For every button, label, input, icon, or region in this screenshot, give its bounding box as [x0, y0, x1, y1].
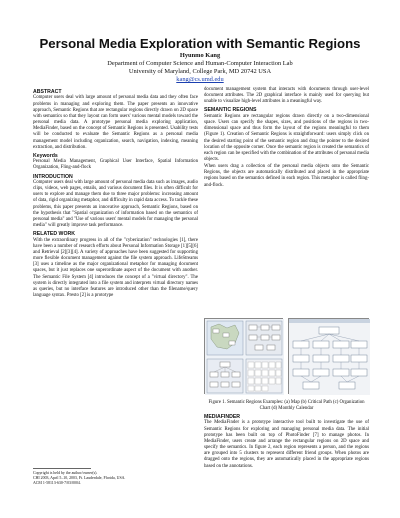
- left-column: [33, 87, 198, 299]
- copyright-line-2: CHI 2003, April 5–10, 2003, Ft. Lauderdale, Florida, USA.: [33, 476, 126, 481]
- semantic-regions-map-image: [205, 319, 284, 395]
- related-work-continued: document management system that interacts with documents through user-level document attributes. The 2D graphical interface is mainly used for querying but unable to visualize high-level attributes in a meaningful way.: [204, 87, 369, 105]
- copyright-line-3: ACM 1-58113-630-7/03/0004.: [33, 481, 81, 486]
- related-work-heading: RELATED WORK: [33, 231, 75, 238]
- paper-title: Personal Media Exploration with Semantic Regions: [39, 36, 361, 51]
- right-column-lower: [204, 414, 369, 470]
- semantic-regions-chart-image: [289, 319, 370, 395]
- author-email-row: [0, 76, 400, 84]
- abstract-text: Computer users deal with large amount of personal media data and they often face problems in managing and exploring them. The paper presents an innovative approach, Semantic Regions that are rectangular regions directly drawn on 2D space with semantics so that they layout can form users' various mental models toward the personal media data. A prototype personal media exploring application, MediaFinder, based on the concept of Semantic Regions is presented. Usability tests will be conducted to evaluate the Semantic Regions as a personal media management model including organization, search, navigation, indexing, meaning extraction, and distribution.: [33, 95, 198, 150]
- introduction-text: Computer users deal with large amount of personal media data such as images, audio clips, videos, web pages, emails, and various document files. It is often difficult for users to explore and manage them due to three major problems: increasing amount of data, rigid organizing metaphor, and difficulty in rapid data access. To tackle these problems, this paper presents an innovative approach, Semantic Regions, based on the hypothesis that "Spatial organization of information based on the semantics of personal media" and "Use of various users' mental models for managing the personal media" will greatly improve task performance.: [33, 179, 198, 229]
- keywords-heading: Keywords: [33, 152, 58, 159]
- affiliation-line-1: Department of Computer Science and Human-Computer Interaction Lab: [107, 60, 293, 67]
- figure-1-caption: Figure 1. Semantic Regions Examples: (a) Map (b) Critical Path (c) Organization Chart (d) Monthly Calendar: [208, 400, 365, 411]
- copyright-divider: [33, 468, 91, 469]
- author-name: Hyunmo Kang: [179, 52, 221, 59]
- mediafinder-text: The MediaFinder is a prototype interactive tool built to investigate the use of Semantic Regions for exploring and managing personal media data. The initial prototype has been built on top of PhotoFinder [7] to manage photos. In MediaFinder, users create and arrange the rectangular regions on 2D space and specify the semantics. In figure 2, each region represents a person, and the regions are grouped into 5 clusters to represent different friend groups. When photos are dragged onto the regions, they are automatically placed in the appropriate regions based on the annotations.: [204, 420, 369, 469]
- keywords-text: Personal Media Management, Graphical User Interface, Spatial Information Organization, Fling-and-flock: [33, 159, 198, 171]
- copyright-notice: [33, 468, 198, 487]
- related-work-text: With the extraordinary progress in all of the "cyberization" technologies [1], there have been a number of research efforts about Personal Information Storage [1][5][6] and Retrieval [2][3][4]. A variety of approaches have been suggested for supporting more flexible document management against the file system approach. LifeStreams [3] uses a timeline as the major organizational metaphor for managing document spaces, but it just replaces one superordinate aspect of the document with another. The Semantic File System [4] introduces the concept of a "virtual directory". The system is directly integrated into a file system and interprets virtual directory names as queries, but no interface features are introduced other than the filename/query language syntax. Presto [2] is a prototype: [33, 237, 198, 298]
- semantic-regions-heading: SEMANTIC REGIONS: [204, 107, 257, 114]
- affiliation-line-2: University of Maryland, College Park, MD 20742 USA: [128, 68, 272, 75]
- mediafinder-heading: MEDIAFINDER: [204, 414, 241, 420]
- semantic-regions-text-1: Semantic Regions are rectangular regions drawn directly on a two-dimensional space. Users can specify the shapes, sizes, and positions of the regions in two-dimensional space and thus form the layout of the regions meaningful to them (Figure 1). Creation of Semantic Regions is straightforward: users simply click on the desired starting point of the semantic region and drag the pointer to the desired location of the opposite corner. Once the semantic region is created the semantics of each region can be specified with the combination of the attributes of personal media objects.: [204, 113, 369, 162]
- right-column: [204, 87, 369, 189]
- figure-1: [204, 318, 369, 396]
- semantic-regions-text-2: When users drag a collection of the personal media objects onto the Semantic Regions, the objects are automatically distributed and placed in the appropriate regions based on the semantics defined in each region. This metaphor is called fling-and-flock.: [204, 164, 369, 188]
- abstract-heading: ABSTRACT: [33, 89, 62, 95]
- introduction-heading: INTRODUCTION: [33, 173, 73, 180]
- copyright-line-1: Copyright is held by the author/owner(s).: [33, 471, 98, 475]
- figure-1-right-panel: [288, 318, 369, 394]
- author-email-link[interactable]: kang@cs.umd.edu: [176, 76, 224, 83]
- figure-1-left-panel: [204, 318, 283, 394]
